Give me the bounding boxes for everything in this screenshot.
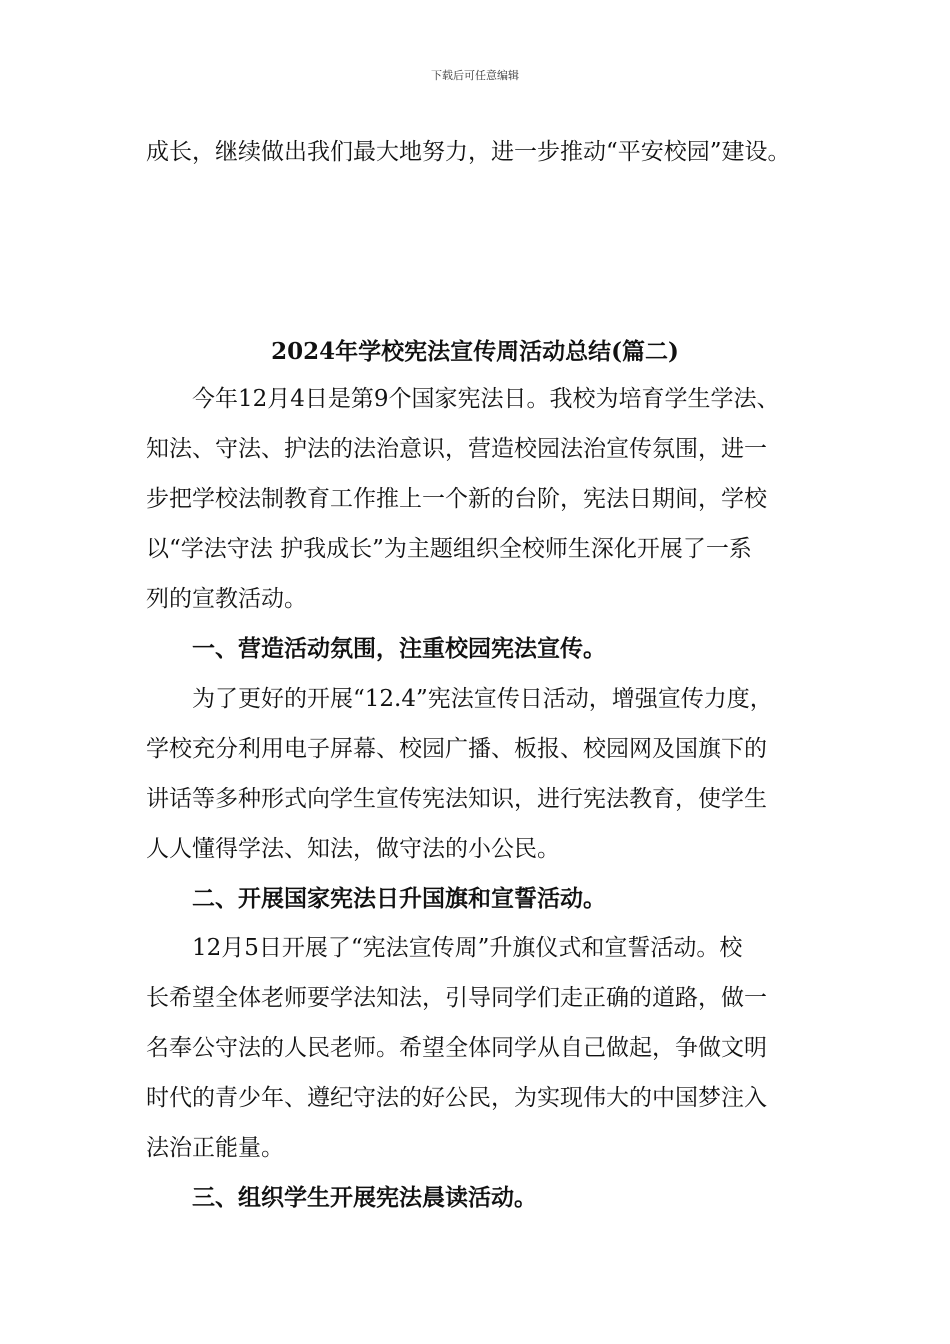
- section-heading-1: 一、营造活动氛围，注重校园宪法宣传。: [192, 635, 606, 662]
- para3-line: 时代的青少年、遵纪守法的好公民，为实现伟大的中国梦注入: [146, 1085, 767, 1111]
- para1-line: 知法、守法、护法的法治意识，营造校园法治宣传氛围，进一: [146, 436, 767, 462]
- para3-line: 长希望全体老师要学法知法，引导同学们走正确的道路，做一: [146, 985, 767, 1011]
- para1-line: 步把学校法制教育工作推上一个新的台阶，宪法日期间，学校: [146, 486, 767, 512]
- para2-line: 讲话等多种形式向学生宣传宪法知识，进行宪法教育，使学生: [146, 786, 767, 812]
- document-title: 2024年学校宪法宣传周活动总结(篇二): [271, 338, 679, 365]
- intro-line: 成长，继续做出我们最大地努力，进一步推动“平安校园”建设。: [146, 139, 791, 165]
- para2-line: 为了更好的开展“12.4”宪法宣传日活动，增强宣传力度，: [192, 686, 773, 712]
- para2-line: 学校充分利用电子屏幕、校园广播、板报、校园网及国旗下的: [146, 736, 767, 762]
- section-heading-2: 二、开展国家宪法日升国旗和宣誓活动。: [192, 885, 606, 912]
- para3-line: 12月5日开展了“宪法宣传周”升旗仪式和宣誓活动。校: [192, 935, 743, 961]
- para1-line: 今年12月4日是第9个国家宪法日。我校为培育学生学法、: [192, 386, 780, 412]
- para1-line: 以“学法守法 护我成长”为主题组织全校师生深化开展了一系: [146, 536, 752, 562]
- para3-line: 名奉公守法的人民老师。希望全体同学从自己做起，争做文明: [146, 1035, 767, 1061]
- section-heading-3: 三、组织学生开展宪法晨读活动。: [192, 1184, 537, 1211]
- para1-line: 列的宣教活动。: [146, 586, 307, 612]
- page-header: 下载后可任意编辑: [431, 69, 519, 82]
- para3-line: 法治正能量。: [146, 1135, 284, 1161]
- para2-line: 人人懂得学法、知法，做守法的小公民。: [146, 836, 560, 862]
